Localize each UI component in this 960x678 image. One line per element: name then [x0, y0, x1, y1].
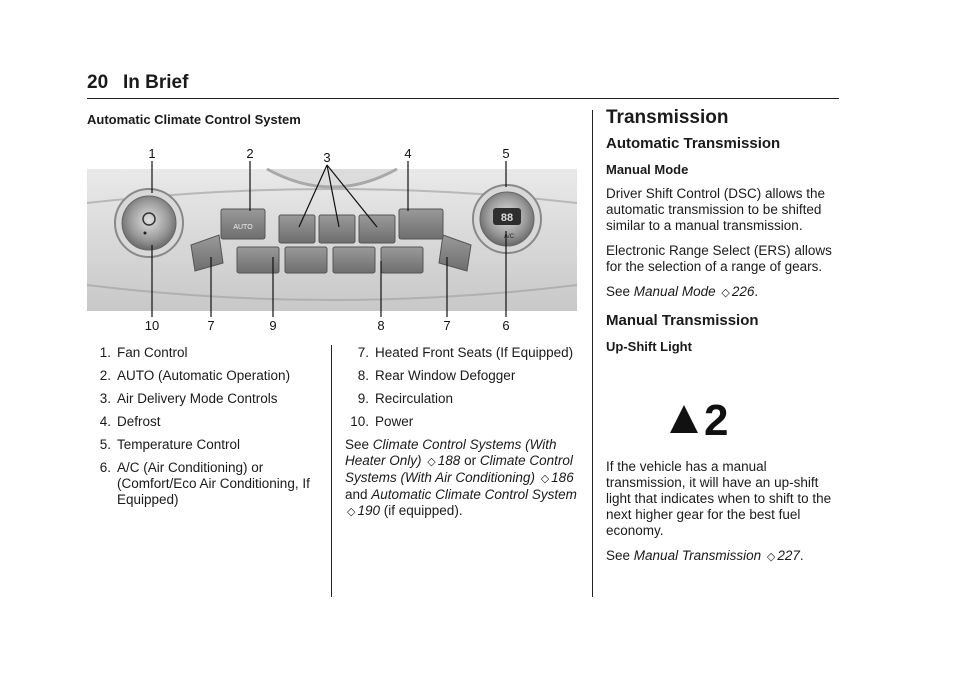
fan-control-knob: [115, 189, 183, 257]
manual-mode-see-also: See Manual Mode ◇ 226.: [606, 284, 759, 299]
link-automatic-climate[interactable]: Automatic Climate Control System: [371, 487, 577, 502]
link-manual-transmission[interactable]: Manual Transmission: [633, 548, 762, 563]
upshift-arrow-icon: [606, 363, 842, 459]
list-item: 3. Air Delivery Mode Controls: [99, 391, 278, 406]
page-header: [87, 72, 839, 99]
ac-label: A/C: [503, 234, 515, 240]
page-number: 20: [87, 72, 109, 93]
page-ref-188[interactable]: 188: [437, 453, 461, 468]
manual-transmission-heading: Manual Transmission: [606, 312, 759, 329]
link-climate-heater-only[interactable]: Climate Control Systems (With Heater Only): [345, 437, 557, 468]
page-ref-icon: ◇: [721, 287, 730, 299]
link-manual-mode[interactable]: Manual Mode: [633, 284, 716, 299]
transmission-section: [606, 107, 842, 574]
callout-8: 8: [377, 318, 385, 333]
callout-2: 2: [246, 146, 254, 161]
upshift-light-symbol: [606, 363, 842, 459]
upshift-gear-digit: 2: [704, 396, 729, 445]
list-item: 2. AUTO (Automatic Operation): [99, 368, 291, 383]
callout-5: 5: [502, 146, 510, 161]
legend-column-2: [345, 345, 581, 520]
upshift-paragraph: If the vehicle has a manual transmission, it will have an up-shift light that indicates when to shift to the next higher gear for the best fuel economy.: [606, 459, 832, 538]
climate-see-also: See Climate Control Systems (With Heater Only) ◇ 188 or Climate Control Systems (With Air Conditioning) ◇ 186 and Automatic Climate Control System ◇ 190 (if equipped).: [345, 437, 577, 518]
manual-mode-heading: Manual Mode: [606, 162, 689, 177]
page-ref-icon: ◇: [766, 551, 776, 563]
temperature-control-knob: [473, 185, 541, 253]
list-item: 8. Rear Window Defogger: [357, 368, 516, 383]
callout-legend: [87, 345, 577, 595]
page-ref-226[interactable]: 226: [731, 284, 755, 299]
transmission-title: Transmission: [606, 107, 729, 128]
callout-10: 10: [144, 318, 160, 333]
callout-3: 3: [323, 150, 331, 165]
page-ref-icon: ◇: [427, 456, 436, 468]
page-ref-186[interactable]: 186: [551, 470, 574, 485]
climate-control-figure: [87, 145, 577, 335]
list-item: 10. Power: [350, 414, 414, 429]
ers-paragraph: Electronic Range Select (ERS) allows for the selection of a range of gears.: [606, 243, 832, 274]
callout-7b: 7: [443, 318, 451, 333]
page-ref-icon: ◇: [347, 506, 356, 518]
temperature-display: 88: [500, 212, 514, 224]
callout-6: 6: [502, 318, 510, 333]
upshift-light-heading: Up-Shift Light: [606, 339, 692, 354]
callout-1: 1: [148, 146, 156, 161]
link-climate-air-conditioning[interactable]: Climate Control Systems (With Air Conditioning): [345, 453, 573, 485]
auto-button-label: AUTO: [233, 224, 253, 231]
list-item: 4. Defrost: [99, 414, 161, 429]
page-ref-icon: ◇: [540, 473, 550, 485]
callout-4: 4: [404, 146, 412, 161]
column-divider: [331, 345, 332, 597]
list-item: 5. Temperature Control: [99, 437, 241, 452]
running-title: In Brief: [123, 72, 189, 93]
list-item: 6. A/C (Air Conditioning) or (Comfort/Eco Air Conditioning, If Equipped): [99, 460, 310, 507]
legend-column-1: [87, 345, 327, 515]
list-item: 1. Fan Control: [99, 345, 188, 360]
column-divider: [592, 110, 593, 597]
list-item: 9. Recirculation: [357, 391, 454, 406]
manual-transmission-see-also: See Manual Transmission ◇ 227.: [606, 548, 804, 563]
page-ref-227[interactable]: 227: [777, 548, 800, 563]
page-ref-190[interactable]: 190: [357, 503, 380, 518]
climate-subheading: Automatic Climate Control System: [87, 112, 301, 127]
callout-9: 9: [269, 318, 277, 333]
list-item: 7. Heated Front Seats (If Equipped): [357, 345, 574, 360]
dsc-paragraph: Driver Shift Control (DSC) allows the automatic transmission to be shifted similar to a manual transmission.: [606, 186, 826, 233]
callout-7a: 7: [207, 318, 215, 333]
climate-panel-illustration: [87, 145, 577, 335]
automatic-transmission-heading: Automatic Transmission: [606, 135, 781, 152]
